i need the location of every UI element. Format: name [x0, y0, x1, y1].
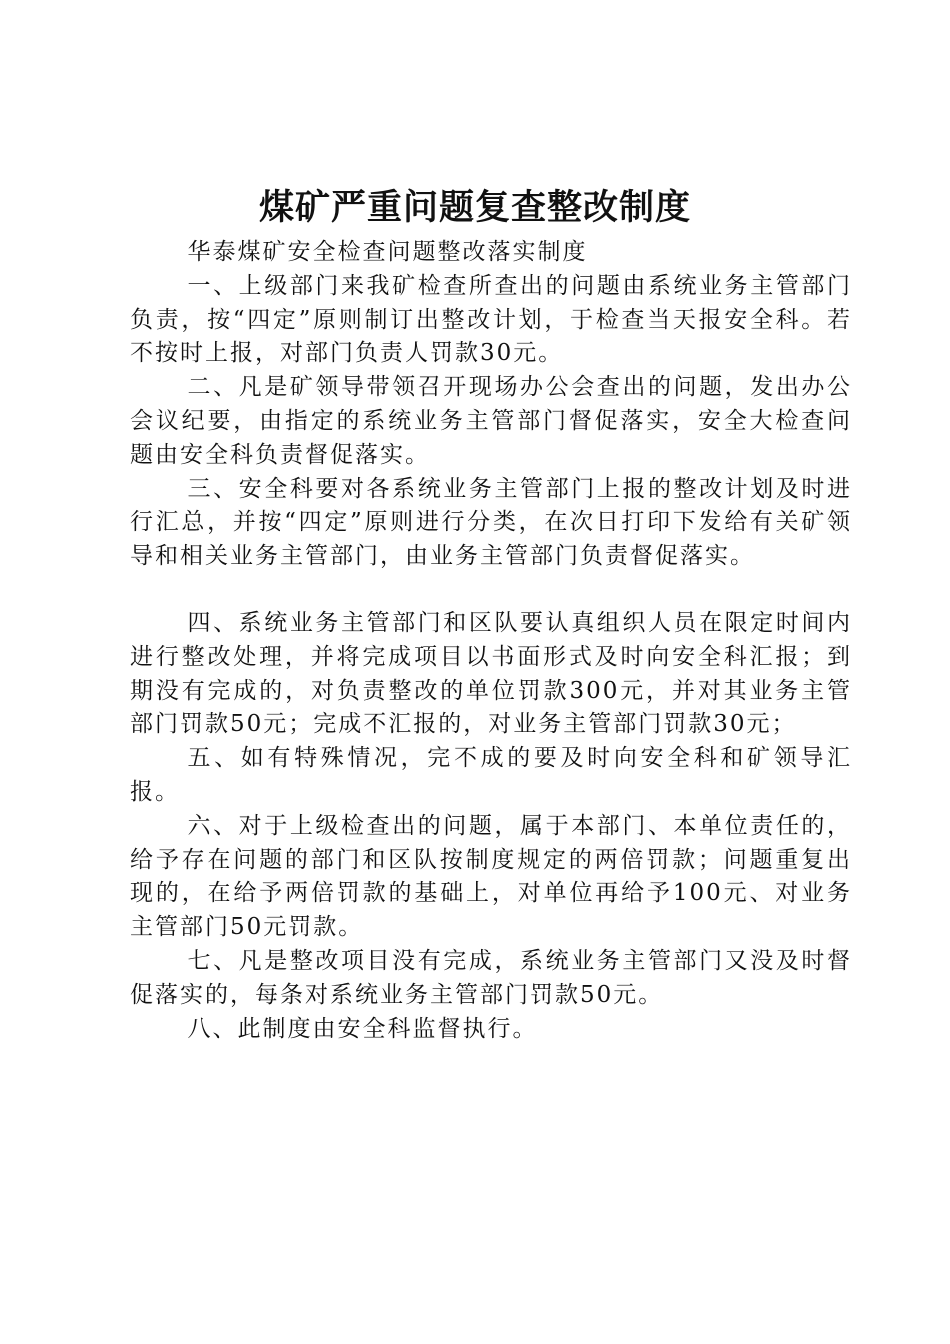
document-title: 煤矿严重问题复查整改制度 [258, 187, 691, 228]
clause-5-paragraph: 五、如有特殊情况，完不成的要及时向安全科和矿领导汇报。 [130, 745, 852, 805]
blank-line [130, 574, 852, 607]
clause-6-paragraph: 六、对于上级检查出的问题，属于本部门、本单位责任的，给予存在问题的部门和区队按制度规定的两倍罚款；问题重复出现的，在给予两倍罚款的基础上，对单位再给予100元、对业务主管部门50元罚款。 [130, 812, 852, 941]
clause-8-paragraph: 八、此制度由安全科监督执行。 [187, 1015, 538, 1042]
document-body [130, 236, 852, 1046]
clause-4-paragraph: 四、系统业务主管部门和区队要认真组织人员在限定时间内进行整改处理，并将完成项目以书面形式及时向安全科汇报；到期没有完成的，对负责整改的单位罚款300元，并对其业务主管部门罚款50元；完成不汇报的，对业务主管部门罚款30元； [130, 609, 852, 738]
clause-1-paragraph: 一、上级部门来我矿检查所查出的问题由系统业务主管部门负责，按“四定”原则制订出整改计划，于检查当天报安全科。若不按时上报，对部门负责人罚款30元。 [130, 272, 852, 367]
clause-3-paragraph: 三、安全科要对各系统业务主管部门上报的整改计划及时进行汇总，并按“四定”原则进行分类，在次日打印下发给有关矿领导和相关业务主管部门，由业务主管部门负责督促落实。 [130, 475, 852, 570]
clause-2-paragraph: 二、凡是矿领导带领召开现场办公会查出的问题，发出办公会议纪要，由指定的系统业务主管部门督促落实，安全大检查问题由安全科负责督促落实。 [130, 374, 852, 468]
clause-7-paragraph: 七、凡是整改项目没有完成，系统业务主管部门又没及时督促落实的，每条对系统业务主管部门罚款50元。 [130, 947, 852, 1008]
subtitle-paragraph: 华泰煤矿安全检查问题整改落实制度 [187, 239, 588, 265]
